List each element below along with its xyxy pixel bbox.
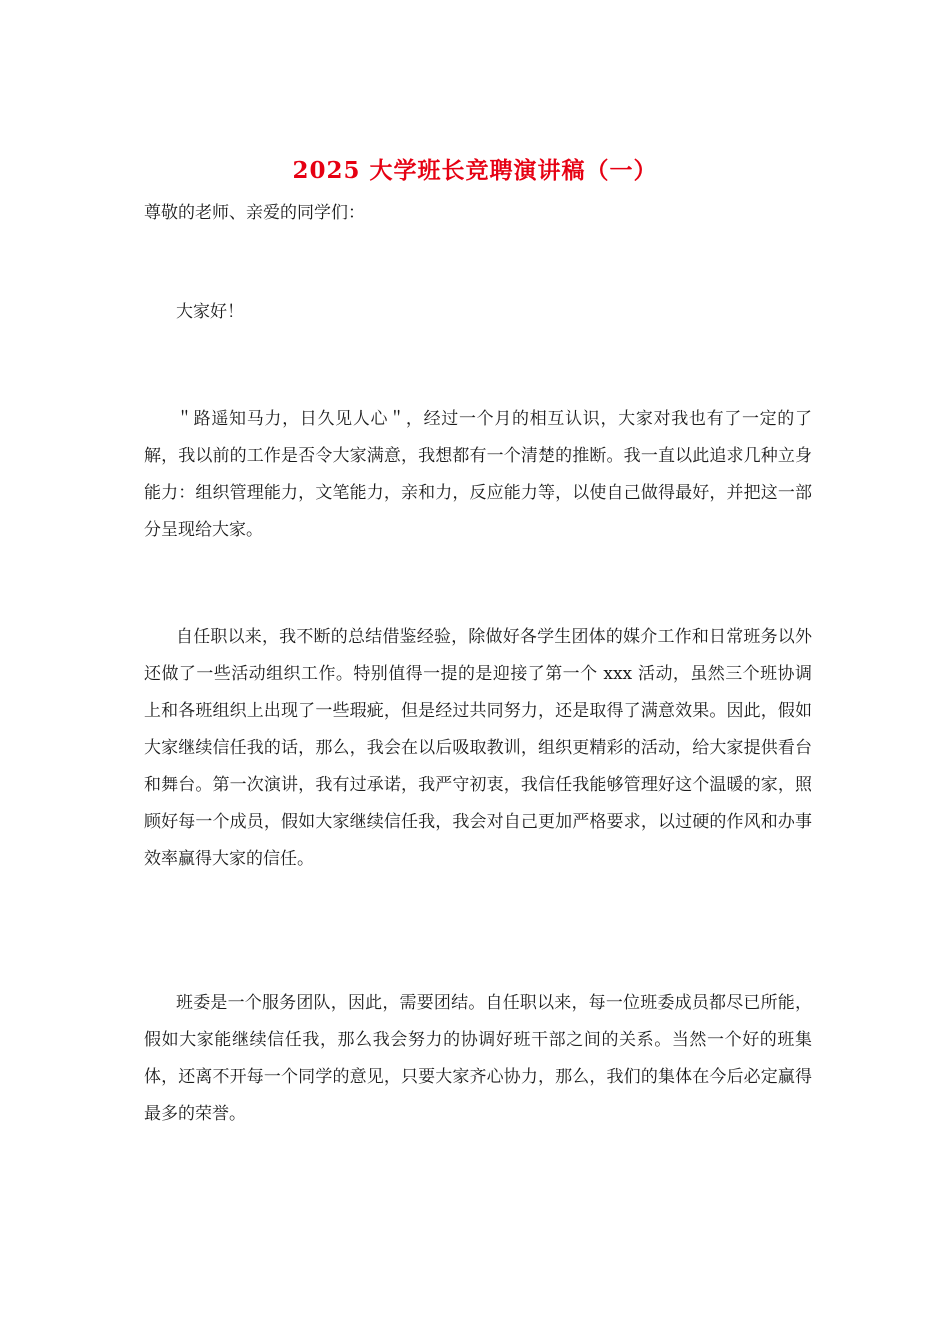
paragraph-3: 班委是一个服务团队，因此，需要团结。自任职以来，每一位班委成员都尽已所能，假如大家能继续信任我，那么我会努力的协调好班干部之间的关系。当然一个好的班集体，还离不开每一个同学的意见，只要大家齐心协力，那么，我们的集体在今后必定赢得最多的荣誉。	[144, 993, 812, 1124]
paragraph-greeting: 大家好！	[176, 302, 244, 322]
paragraph-1: ＂路遥知马力，日久见人心＂，经过一个月的相互认识，大家对我也有了一定的了解，我以前的工作是否令大家满意，我想都有一个清楚的推断。我一直以此追求几种立身能力：组织管理能力，文笔能力，亲和力，反应能力等，以使自己做得最好，并把这一部分呈现给大家。	[144, 409, 812, 540]
paragraph-2: 自任职以来，我不断的总结借鉴经验，除做好各学生团体的媒介工作和日常班务以外还做了一些活动组织工作。特别值得一提的是迎接了第一个 xxx 活动，虽然三个班协调上和各班组织上出现了一些瑕疵，但是经过共同努力，还是取得了满意效果。因此，假如大家继续信任我的话，那么，我会在以后吸取教训，组织更精彩的活动，给大家提供看台和舞台。第一次演讲，我有过承诺，我严守初衷，我信任我能够管理好这个温暖的家，照顾好每一个成员，假如大家继续信任我，我会对自己更加严格要求，以过硬的作风和办事效率赢得大家的信任。	[144, 627, 812, 869]
document-title: 2025 大学班长竞聘演讲稿（一）	[292, 157, 658, 184]
salutation: 尊敬的老师、亲爱的同学们：	[144, 203, 365, 223]
